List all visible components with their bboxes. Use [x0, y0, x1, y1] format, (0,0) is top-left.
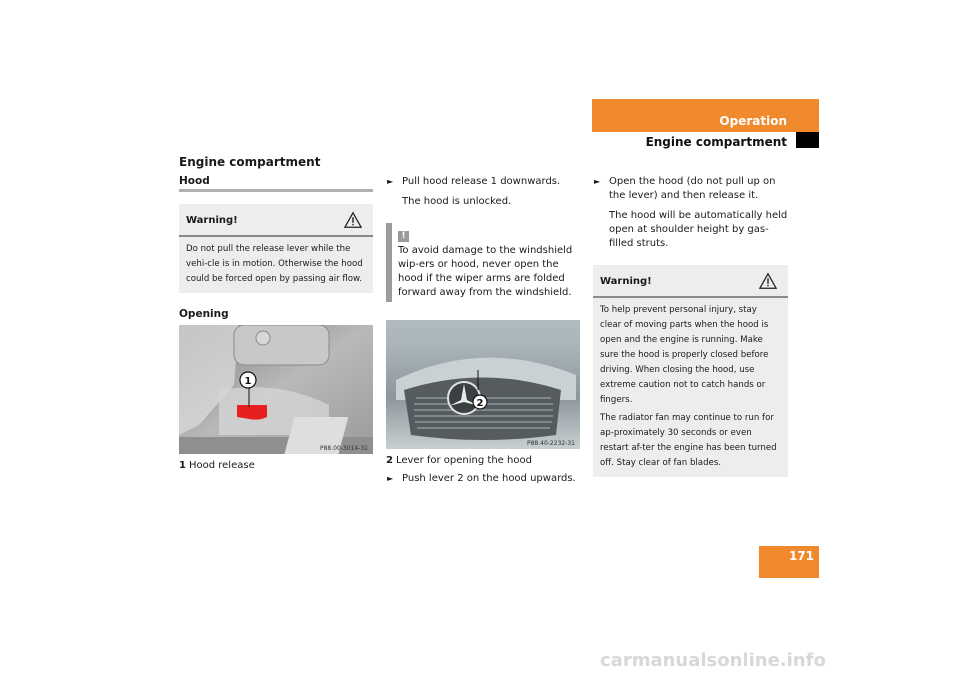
- step-result-unlocked: The hood is unlocked.: [402, 196, 512, 207]
- photo-code: P88.40-2232-31: [526, 440, 575, 447]
- photo-callout-1: 1: [244, 376, 252, 387]
- photo-code: P88.00-3014-31: [319, 445, 368, 452]
- header-marker: [796, 132, 819, 148]
- warning-box: [179, 204, 373, 293]
- warning-title: Warning!: [600, 276, 652, 287]
- warning-header: [179, 204, 373, 237]
- column-1: [179, 175, 373, 471]
- step-open-hood: ► Open the hood (do not pull up on the lever) and then release it.: [594, 176, 776, 201]
- bullet-arrow-icon: ►: [594, 177, 601, 186]
- step-pull-release: ► Pull hood release 1 downwards.: [387, 176, 561, 187]
- bullet-arrow-icon: ►: [387, 177, 394, 186]
- note-exclamation-icon: !: [398, 231, 409, 242]
- warning-text: To help prevent personal injury, stay clear of moving parts when the hood is open and the engine is running. Make sure the hood is properly closed before driving. When closing the hood, use extreme caution not to catch hands or fingers. The radiator fan may continue to run for ap-proximately 30 seconds or even restart af-ter the engine has been turned off. Stay clear of fan blades.: [600, 305, 777, 468]
- caption-hood-release: 1 Hood release: [179, 460, 255, 471]
- note-box: [386, 223, 581, 302]
- hood-release-photo: [179, 325, 373, 454]
- column-2: [386, 175, 581, 486]
- opening-label: Opening: [179, 308, 229, 320]
- caption-hood-lever: 2 Lever for opening the hood: [386, 455, 532, 466]
- warning-triangle-icon: [759, 272, 777, 290]
- footer-watermark: carmanualsonline.info: [600, 650, 826, 671]
- warning-text: Do not pull the release lever while the vehi-cle is in motion. Otherwise the hood could be forced open by passing air flow.: [186, 244, 363, 284]
- hood-release-illustration: [179, 325, 373, 454]
- page-number: 171: [788, 549, 814, 563]
- subheading-hood: Hood: [179, 175, 373, 192]
- photo-callout-2: 2: [476, 398, 484, 409]
- column-3: [593, 175, 788, 477]
- page-title: Engine compartment: [179, 155, 321, 169]
- note-text: To avoid damage to the windshield wip-ers or hood, never open the hood if the wiper arms are folded forward away from the windshield.: [398, 245, 573, 298]
- step-result-struts: The hood will be automatically held open at shoulder height by gas-filled struts.: [609, 210, 788, 249]
- warning-header: [593, 265, 788, 298]
- header-subsection-title: Engine compartment: [645, 135, 787, 149]
- bullet-arrow-icon: ►: [387, 474, 394, 483]
- warning-box: [593, 265, 788, 477]
- hood-lever-illustration: [386, 320, 580, 449]
- warning-triangle-icon: [344, 211, 362, 229]
- hood-lever-photo: [386, 320, 580, 449]
- step-push-lever: ► Push lever 2 on the hood upwards.: [387, 473, 576, 484]
- header-section-title: Operation: [719, 114, 787, 128]
- warning-title: Warning!: [186, 215, 238, 226]
